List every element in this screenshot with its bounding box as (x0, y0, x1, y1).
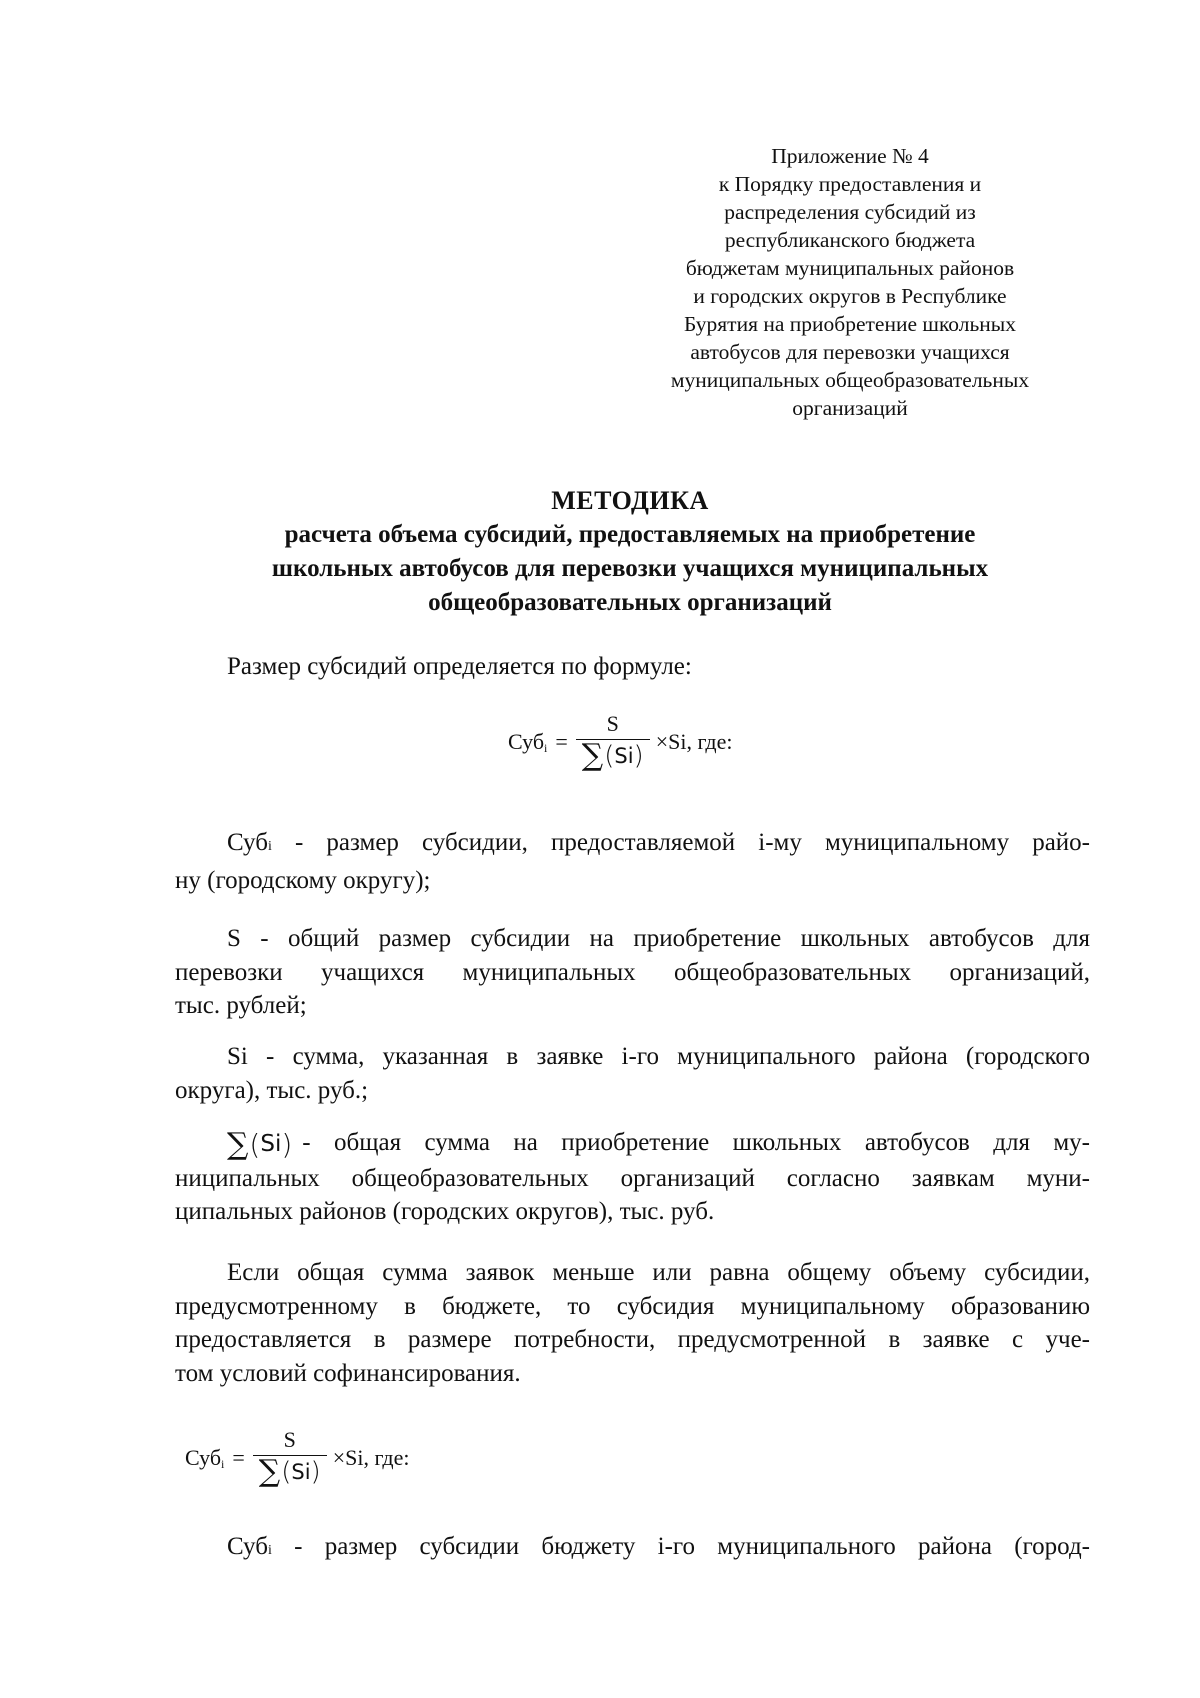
definition-si (175, 1040, 1090, 1107)
formula-denominator (576, 739, 650, 772)
appendix-line: автобусов для перевозки учащихся (690, 340, 1010, 364)
def-symbol: Суб (227, 829, 268, 856)
def-symbol-sub: i (267, 1543, 272, 1558)
paragraph-line: предоставляется в размере потребности, предусмотренной в заявке с уче- (175, 1326, 1090, 1353)
def-symbol-sub: i (267, 839, 272, 854)
formula-fraction (576, 712, 650, 772)
intro-text: Размер субсидий определяется по формуле: (227, 653, 692, 680)
definition-line (175, 1530, 1090, 1568)
formula-numerator: S (283, 1427, 296, 1452)
appendix-line: распределения субсидий из (724, 200, 976, 224)
definition-line: перевозки учащихся муниципальных общеобразовательных организаций, (175, 958, 1090, 986)
definition-line: Si - сумма, указанная в заявке i-го муниципального района (городского (227, 1043, 1090, 1070)
open-paren: ( (281, 1457, 292, 1487)
sigma-icon: ∑ (227, 1127, 249, 1162)
appendix-line: республиканского бюджета (724, 228, 976, 252)
document-heading (150, 484, 1110, 620)
definition-sub-i-budget (175, 1530, 1090, 1568)
def-text: - общая сумма на приобретение школьных автобусов для му- (302, 1129, 1090, 1156)
def-symbol: Суб (227, 1533, 268, 1560)
formula-den-var: Si (291, 1460, 311, 1484)
appendix-line: Бурятия на приобретение школьных (683, 312, 1016, 336)
formula-left (185, 1428, 409, 1488)
open-paren: ( (604, 741, 615, 771)
formula-denominator (253, 1455, 327, 1488)
appendix-header (640, 142, 1060, 422)
definition-line: ниципальных общеобразовательных организаций согласно заявкам муни- (175, 1164, 1090, 1192)
page-title: МЕТОДИКА (551, 486, 709, 515)
open-paren: ( (249, 1128, 261, 1162)
close-paren: ) (633, 741, 644, 771)
definition-line (175, 1126, 1090, 1162)
formula-rhs: ×Si, где: (655, 729, 733, 754)
paragraph-line: том условий софинансирования. (175, 1359, 521, 1387)
sigma-icon: ∑ (258, 1454, 281, 1489)
paragraph-line: предусмотренному в бюджете, то субсидия муниципальному образованию (175, 1292, 1090, 1320)
definition-line: ципальных районов (городских округов), тыс. руб. (175, 1198, 715, 1226)
definition-line: тыс. рублей; (175, 992, 307, 1019)
paragraph-line: Если общая сумма заявок меньше или равна общему объему субсидии, (227, 1259, 1090, 1286)
appendix-line: Приложение № 4 (771, 144, 929, 168)
appendix-line: и городских округов в Республике (693, 284, 1007, 308)
formula-lhs-symbol: Суб (508, 728, 545, 754)
definition-line: округа), тыс. руб.; (175, 1076, 369, 1104)
def-text: - размер субсидии бюджету i-го муниципального района (город- (271, 1533, 1090, 1560)
def-text: - размер субсидии, предоставляемой i-му муниципальному райо- (271, 829, 1090, 856)
formula-lhs (508, 729, 547, 756)
formula-numerator: S (606, 711, 619, 736)
condition-paragraph (175, 1256, 1090, 1390)
formula-rhs: ×Si, где: (332, 1445, 410, 1470)
formula-equals: = (232, 1445, 245, 1470)
appendix-line: бюджетам муниципальных районов (685, 256, 1015, 280)
appendix-line: муниципальных общеобразовательных (670, 368, 1030, 392)
formula-lhs-sub: i (221, 1456, 225, 1471)
definition-sum-si (175, 1126, 1090, 1229)
appendix-line: организаций (792, 396, 908, 420)
subtitle-line: школьных автобусов для перевозки учащихся муниципальных (271, 555, 989, 582)
formula-lhs-symbol: Суб (185, 1444, 222, 1470)
sigma-icon: ∑ (581, 738, 604, 773)
close-paren: ) (310, 1457, 321, 1487)
definition-line (175, 826, 1090, 864)
sum-si-var: Si (260, 1131, 282, 1158)
formula-lhs (185, 1445, 224, 1472)
sum-si-symbol (227, 1128, 292, 1162)
definition-line: S - общий размер субсидии на приобретение школьных автобусов для (227, 925, 1090, 952)
definition-line: ну (городскому округу); (175, 866, 431, 894)
formula-equals: = (555, 729, 568, 754)
formula-den-var: Si (614, 744, 634, 768)
subtitle-line: общеобразовательных организаций (428, 589, 832, 616)
definition-sub-i (175, 826, 1090, 897)
close-paren: ) (281, 1128, 293, 1162)
formula-lhs-sub: i (544, 740, 548, 755)
subtitle-line: расчета объема субсидий, предоставляемых на приобретение (284, 521, 976, 548)
formula-fraction (253, 1428, 327, 1488)
appendix-line: к Порядку предоставления и (718, 172, 982, 196)
formula-centered (508, 712, 732, 772)
definition-s (175, 922, 1090, 1023)
